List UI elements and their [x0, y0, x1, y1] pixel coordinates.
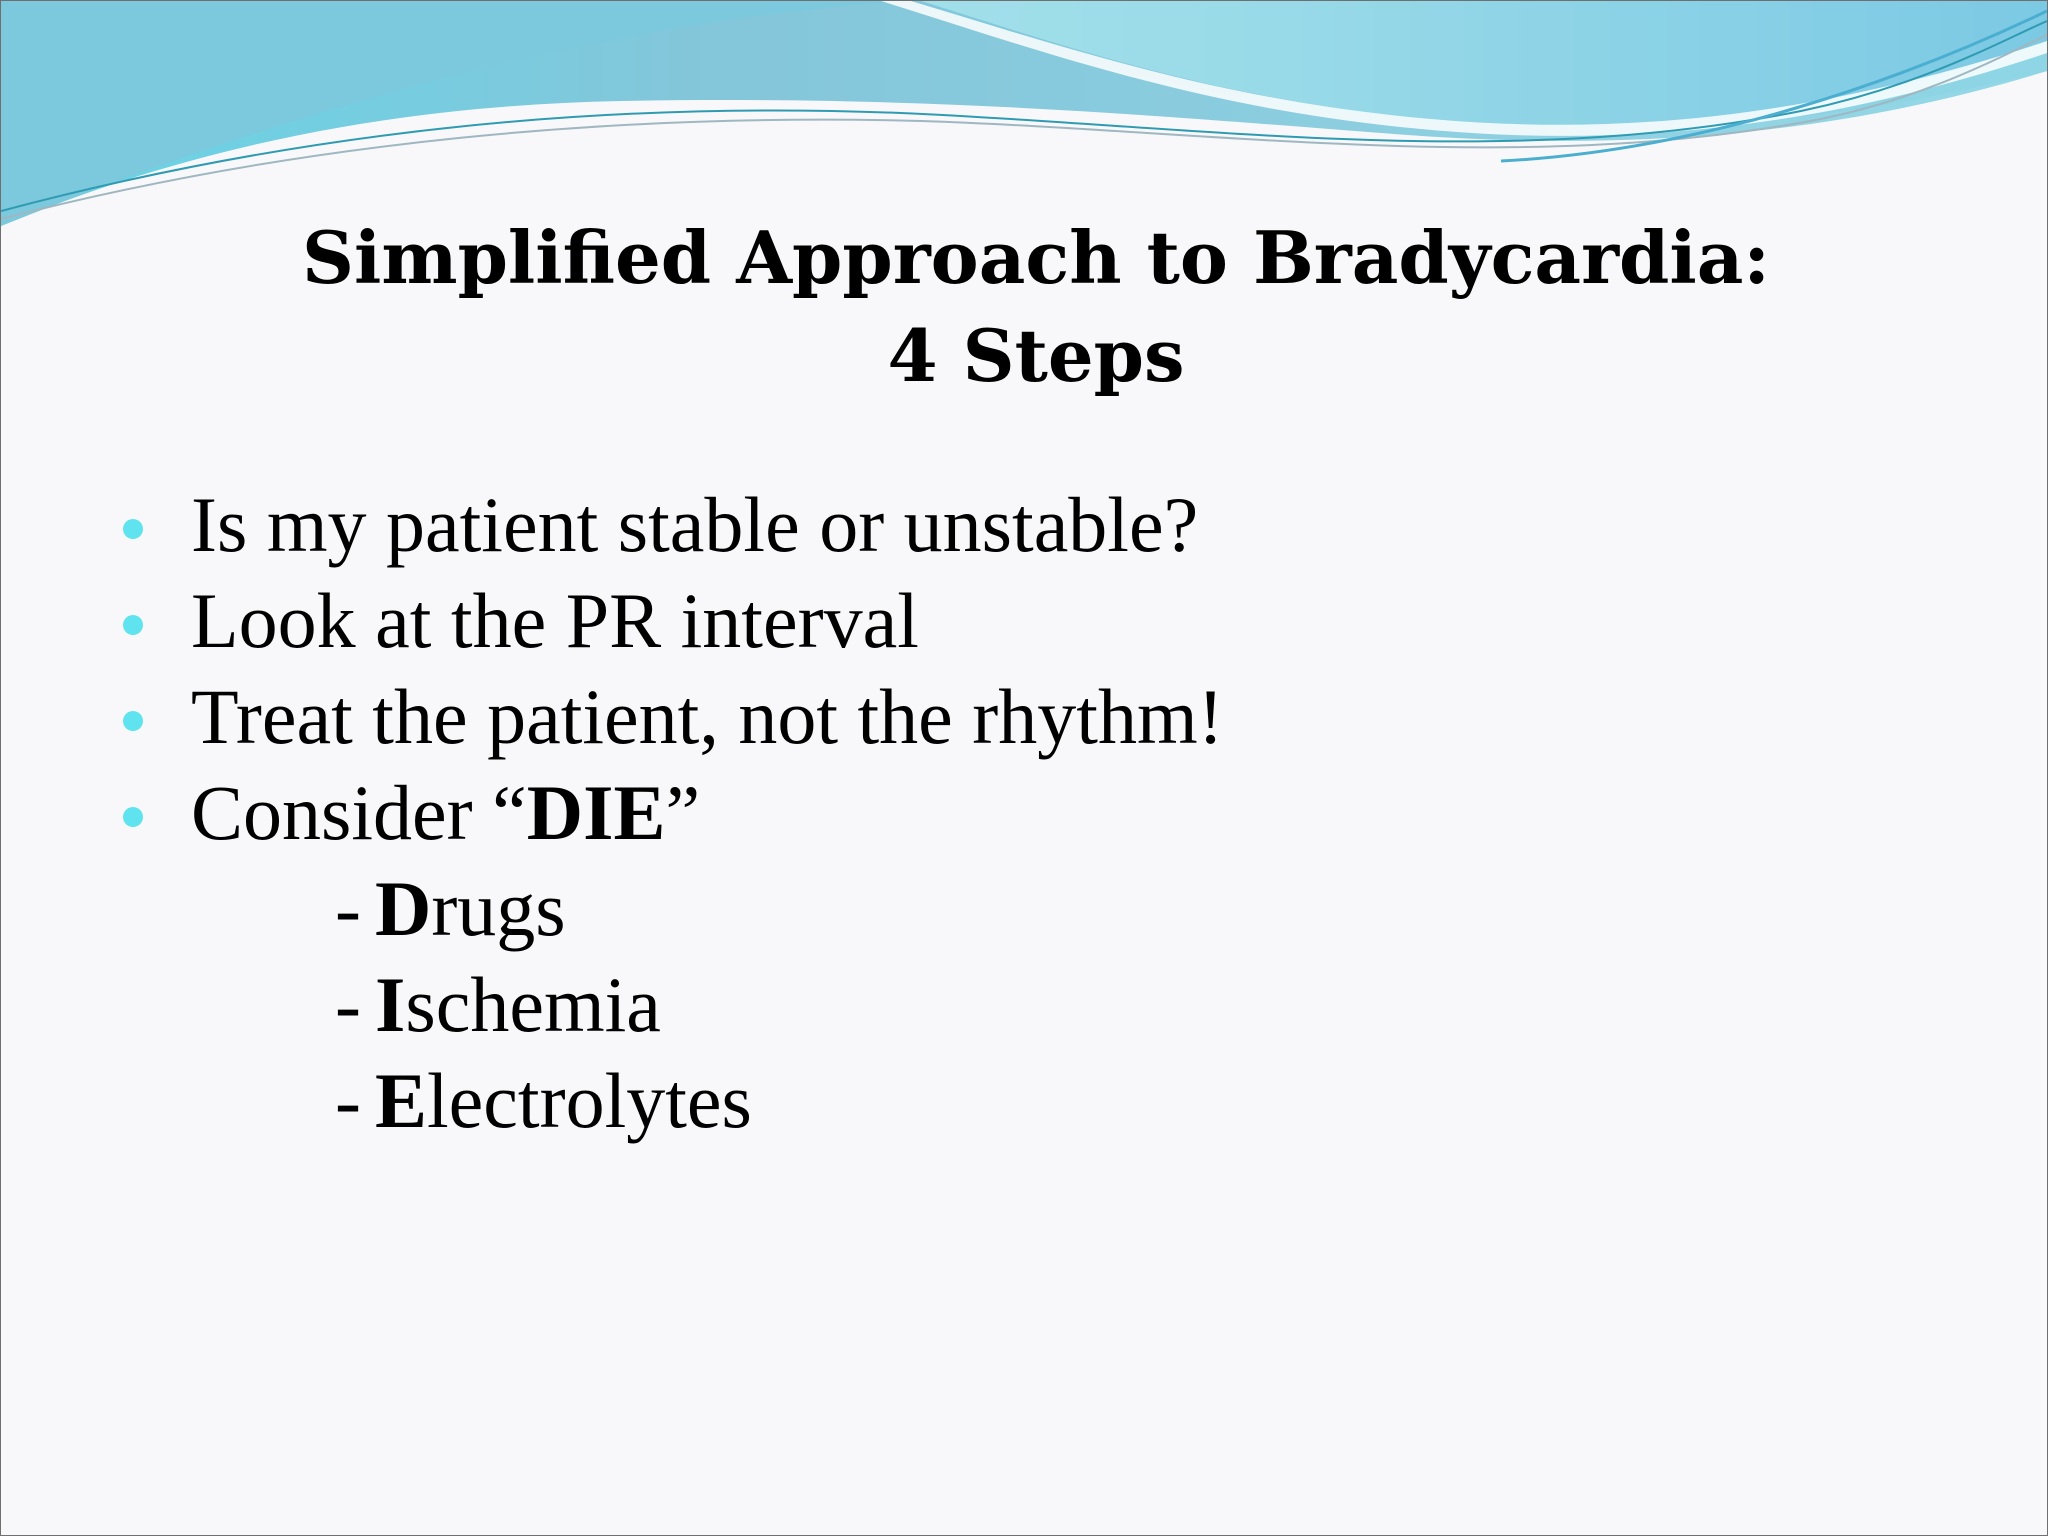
sub-item-rest: schemia: [405, 961, 661, 1048]
bullet-dot-icon: [123, 711, 143, 731]
sub-item-rest: rugs: [431, 865, 566, 952]
sub-item-ischemia: [123, 957, 1224, 1053]
sub-item-initial: I: [374, 961, 406, 1048]
bullet-dot-icon: [123, 807, 143, 827]
bullet-text: Look at the PR interval: [191, 577, 919, 664]
bullet-dot-icon: [123, 615, 143, 635]
bullet-item-pr-interval: [123, 573, 1224, 669]
sub-item-initial: D: [374, 865, 432, 952]
bullet-item-stability: [123, 477, 1224, 573]
sub-item-dash: -: [335, 961, 361, 1048]
sub-item-dash: -: [335, 1057, 361, 1144]
bullet-prefix: Consider “: [191, 769, 527, 856]
bullet-text: Is my patient stable or unstable?: [191, 481, 1199, 568]
sub-item-dash: -: [335, 865, 361, 952]
bullet-item-treat-patient: [123, 669, 1224, 765]
sub-item-initial: E: [374, 1057, 428, 1144]
slide-title: [1, 209, 2048, 405]
bullet-dot-icon: [123, 519, 143, 539]
sub-item-electrolytes: [123, 1053, 1224, 1149]
title-line-1: Simplified Approach to Bradycardia:: [302, 215, 1770, 300]
sub-item-drugs: [123, 861, 1224, 957]
bullet-suffix: ”: [665, 769, 701, 856]
sub-item-rest: lectrolytes: [427, 1057, 752, 1144]
bullet-list: [123, 477, 1224, 1149]
wave-banner-graphic: [1, 1, 2047, 241]
bullet-acronym: DIE: [526, 769, 666, 856]
bullet-item-consider-die: [123, 765, 1224, 861]
title-line-2: 4 Steps: [887, 313, 1185, 398]
bullet-text: Treat the patient, not the rhythm!: [191, 673, 1224, 760]
